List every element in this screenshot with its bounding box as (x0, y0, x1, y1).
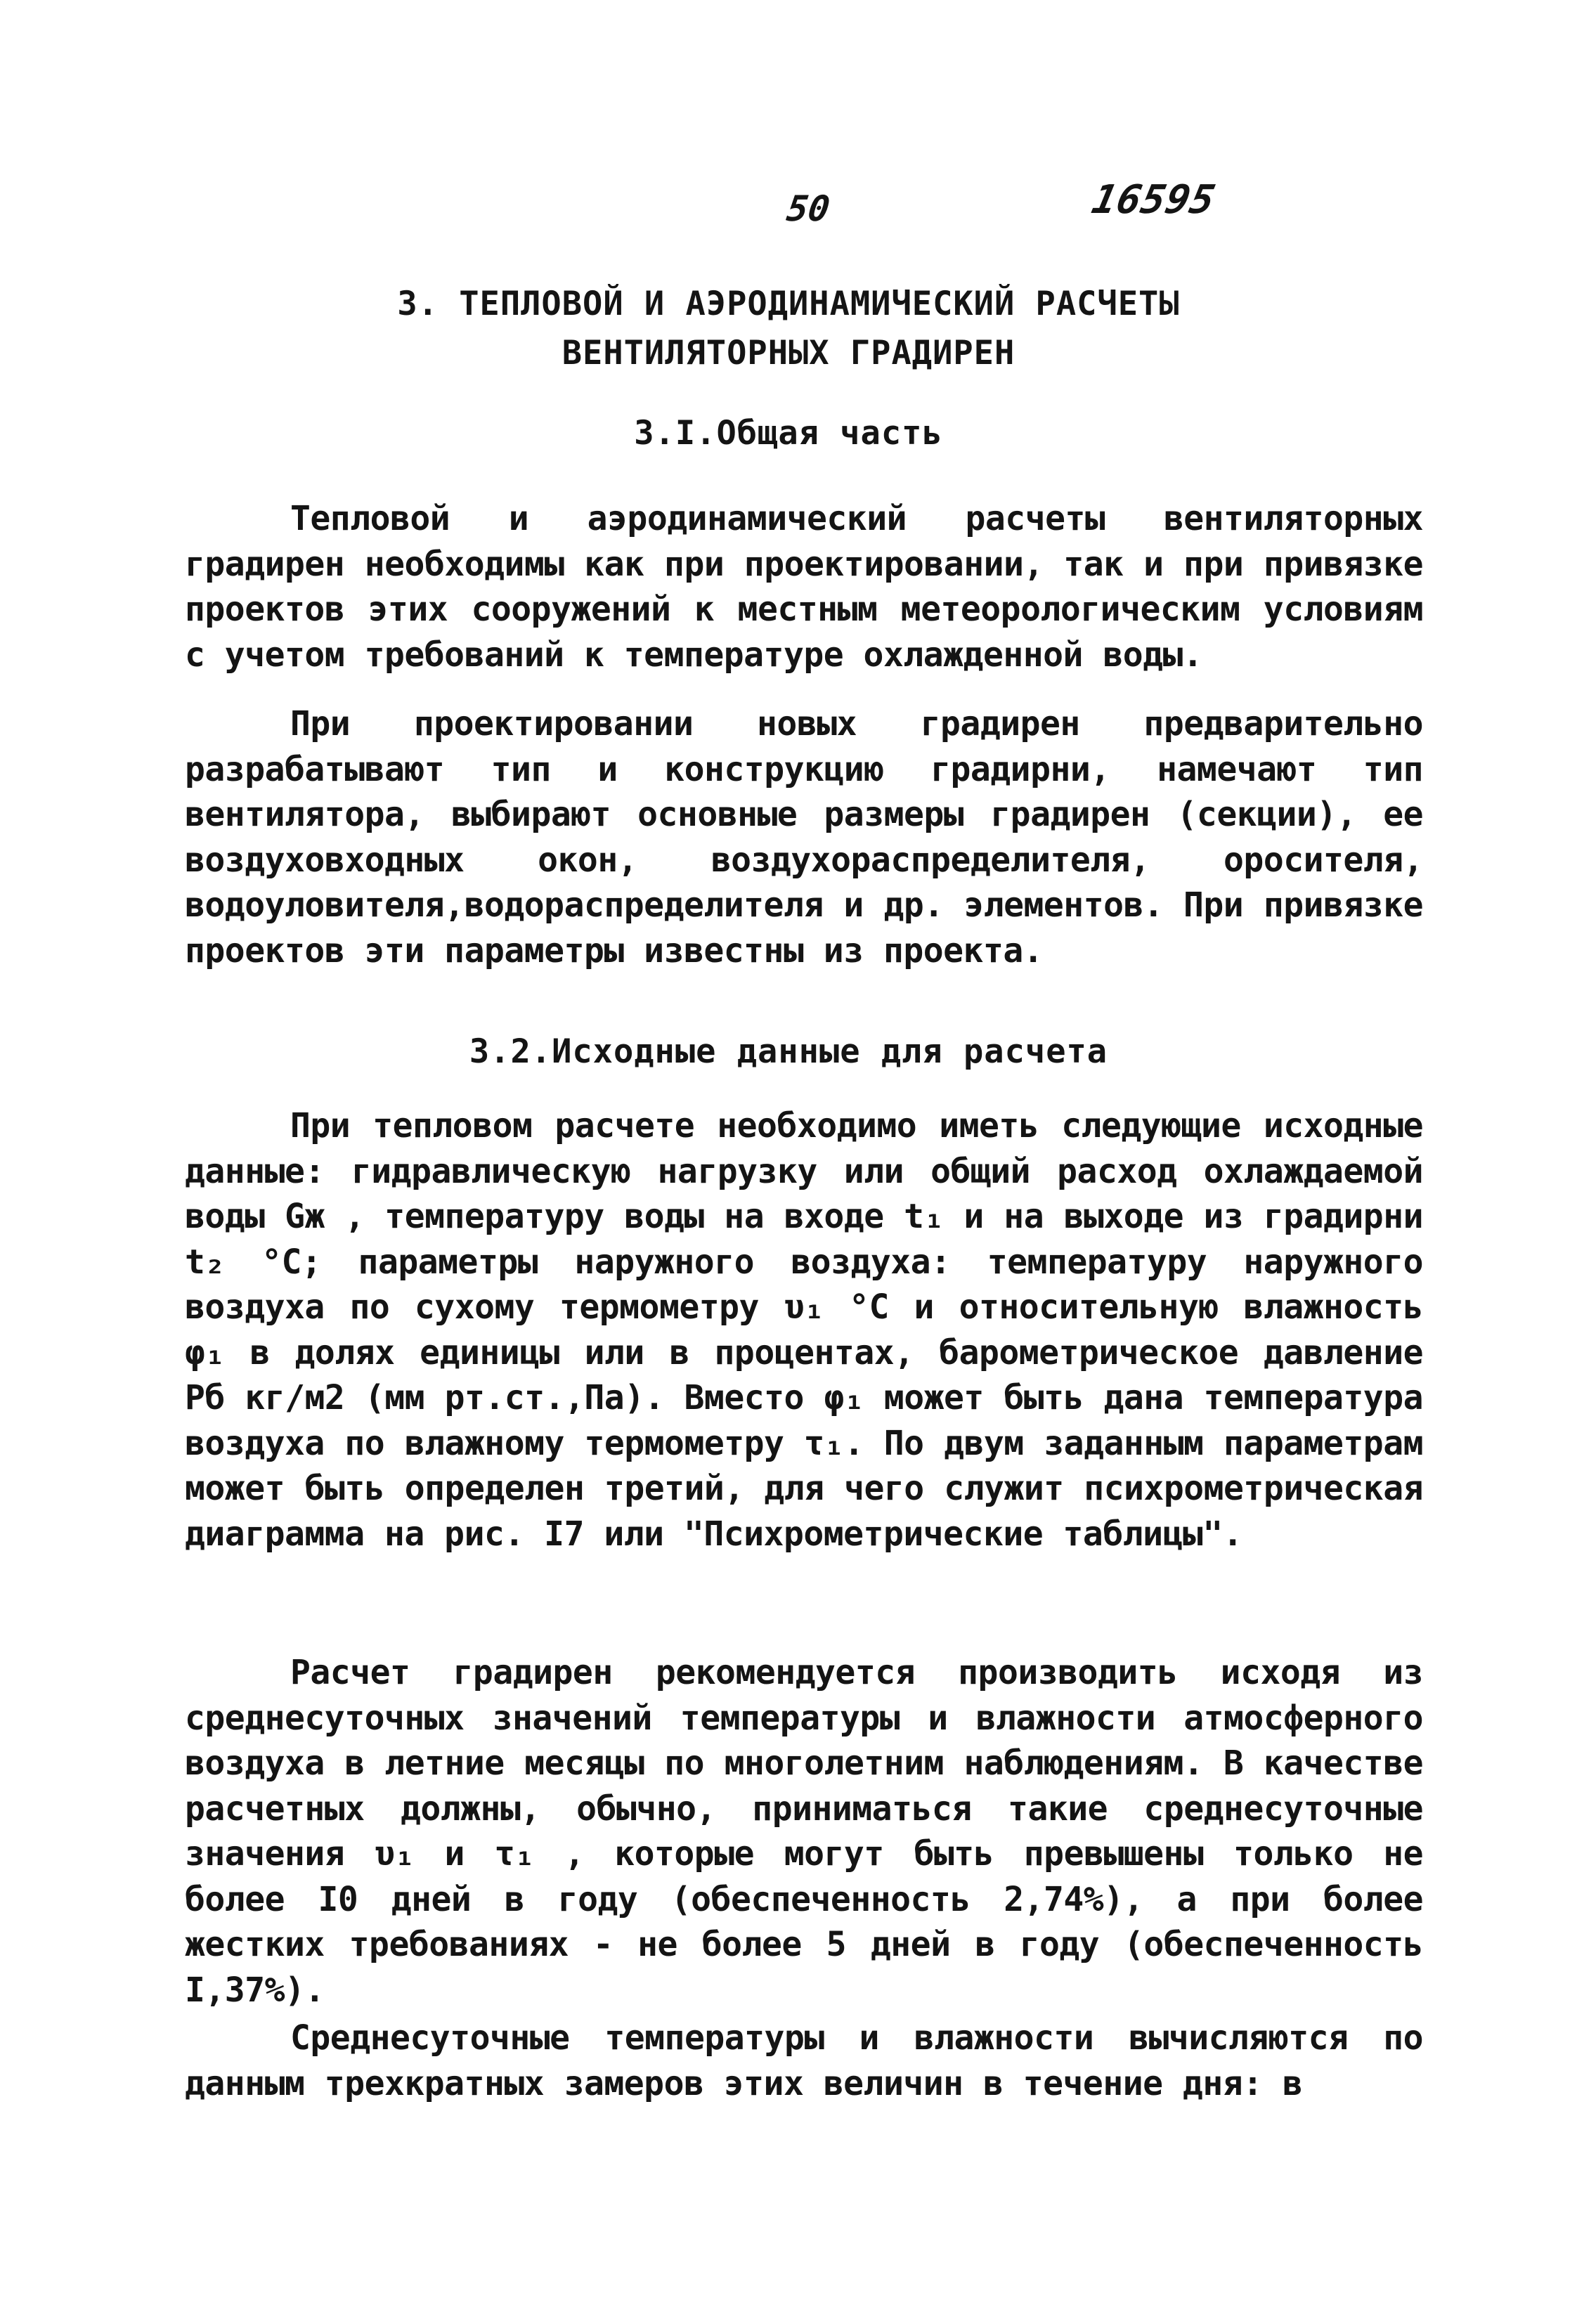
paragraph-3 (185, 1103, 1423, 1557)
section-title-line-1: 3. ТЕПЛОВОЙ И АЭРОДИНАМИЧЕСКИЙ РАСЧЕТЫ (397, 285, 1180, 323)
paragraph-2-text: При проектировании новых градирен предварительно разрабатывают тип и конструкцию градирни, намечают тип вентилятора, выбирают основные размеры градирен (секции), ее воздуховходных окон, воздухораспределителя, оросителя, водоуловителя,водораспределителя и др. элементов. При привязке проектов эти параметры известны из проекта. (185, 704, 1423, 971)
document-code: 16595 (1088, 177, 1220, 223)
paragraph-3-text: При тепловом расчете необходимо иметь следующие исходные данные: гидравлическую нагрузку или общий расход охлаждаемой воды Gж , температуру воды на входе t₁ и на выходе из градирни t₂ °С; параметры наружного воздуха: температуру наружного воздуха по сухому термометру υ₁ °С и относительную влажность φ₁ в долях единицы или в процентах, барометрическое давление Рб кг/м2 (мм рт.ст.,Па). Вместо φ₁ может быть дана температура воздуха по влажному термометру τ₁. По двум заданным параметрам может быть определен третий, для чего служит психрометрическая диаграмма на рис. I7 или "Психрометрические таблицы". (185, 1106, 1423, 1554)
page-number: 50 (784, 188, 833, 229)
paragraph-2 (185, 701, 1423, 973)
paragraph-5-text: Среднесуточные температуры и влажности вычисляются по данным трехкратных замеров этих величин в течение дня: в (185, 2018, 1423, 2103)
paragraph-1-text: Тепловой и аэродинамический расчеты вентиляторных градирен необходимы как при проектировании, так и при привязке проектов этих сооружений к местным метеорологическим условиям с учетом требований к температуре охлажденной воды. (185, 499, 1423, 675)
paragraph-4 (185, 1650, 1423, 2013)
paragraph-5 (185, 2015, 1423, 2106)
section-title (141, 280, 1436, 378)
paragraph-1 (185, 496, 1423, 677)
subsection-general-title: 3.I.Общая часть (634, 414, 943, 453)
paragraph-4-text: Расчет градирен рекомендуется производить исходя из среднесуточных значений температуры и влажности атмосферного воздуха в летние месяцы по многолетним наблюдениям. В качестве расчетных должны, обычно, приниматься такие среднесуточные значения υ₁ и τ₁ , которые могут быть превышены только не более I0 дней в году (обеспеченность 2,74%), а при более жестких требованиях - не более 5 дней в году (обеспеченность I,37%). (185, 1653, 1423, 2010)
section-title-line-2: ВЕНТИЛЯТОРНЫХ ГРАДИРЕН (562, 334, 1015, 372)
subsection-input-data-title: 3.2.Исходные данные для расчета (469, 1032, 1108, 1071)
